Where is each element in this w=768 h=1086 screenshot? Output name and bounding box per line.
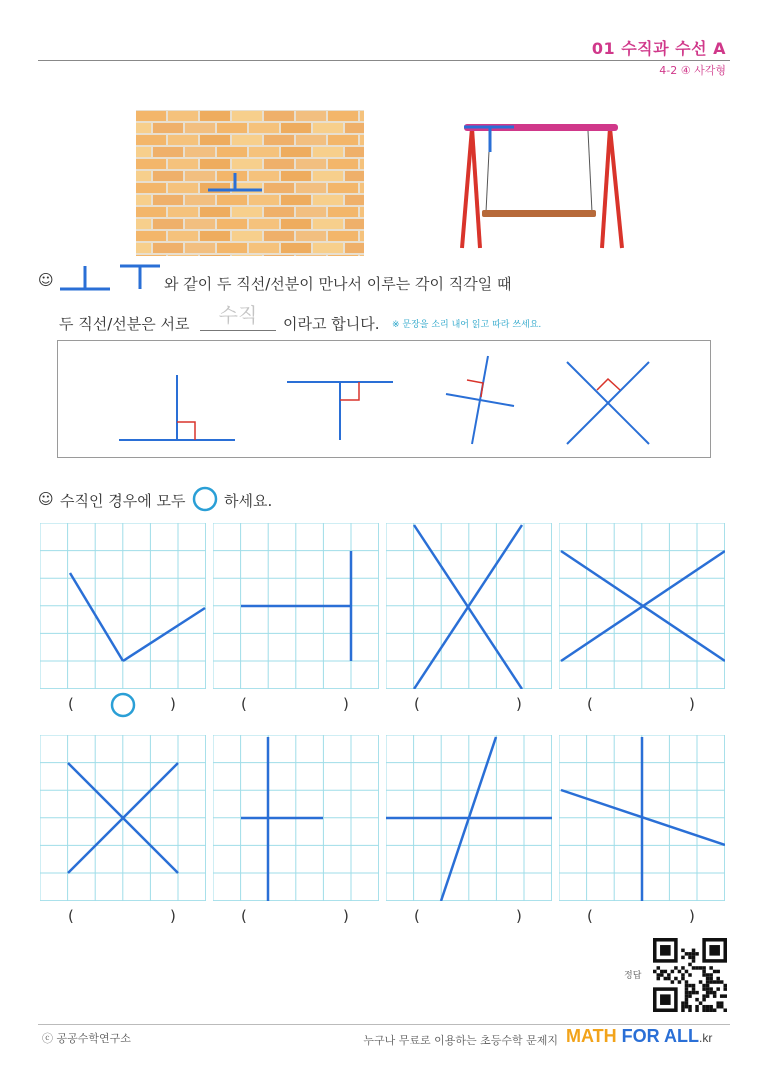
answer-slot-3[interactable] [452,691,486,719]
answer-paren-close: ) [516,907,522,925]
answer-slot-4[interactable] [625,691,659,719]
brand-part-2: FOR ALL [621,1026,699,1046]
footer-divider [38,1024,730,1025]
answer-blank[interactable] [200,302,276,331]
task-text-1: 수직인 경우에 모두 [60,492,186,510]
worksheet-unit: 4-2 ④ 사각형 [659,64,726,77]
brand-ext: .kr [698,1031,713,1045]
swing-illustration [458,116,628,254]
answer-paren-open: ( [414,695,420,713]
answer-slot-6[interactable] [279,903,313,931]
brick-wall-illustration [136,110,364,256]
definition-text-1: 와 같이 두 직선/선분이 만나서 이루는 각이 직각일 때 [164,275,512,293]
example-3 [446,356,514,444]
example-2 [287,382,393,440]
problem-grid-4 [559,523,725,689]
answer-slot-5[interactable] [106,903,140,931]
answer-slot-8[interactable] [625,903,659,931]
answer-paren-open: ( [241,695,247,713]
brand-logo [566,1026,712,1047]
grid-1-line-1 [70,573,123,661]
answer-paren-open: ( [241,907,247,925]
problem-grid-2 [213,523,379,689]
answer-slot-1[interactable] [106,691,140,719]
footer-copyright: ⓒ 공공수학연구소 [42,1032,131,1045]
answer-key-label: 정답 [624,971,642,981]
answer-paren-close: ) [170,907,176,925]
perpendicular-examples [57,340,711,458]
task-text-2: 하세요. [224,492,273,510]
bullet-smiley-2: ☺ [38,490,54,508]
worksheet-title: 01 수직과 수선 A [591,39,726,58]
bullet-smiley: ☺ [38,271,54,289]
traced-answer: 수직 [218,303,258,327]
answer-slot-7[interactable] [452,903,486,931]
answer-paren-close: ) [689,695,695,713]
answer-paren-close: ) [343,695,349,713]
answer-slot-2[interactable] [279,691,313,719]
footer-tagline: 누구나 무료로 이용하는 초등수학 문제지 [363,1034,558,1047]
problem-grid-1 [40,523,206,689]
problem-grid-3 [386,523,552,689]
answer-paren-close: ) [689,907,695,925]
example-4 [567,362,649,444]
circle-mark-icon [192,486,218,512]
answer-paren-close: ) [343,907,349,925]
reading-note: ※ 문장을 소리 내어 읽고 따라 쓰세요. [392,320,542,330]
problem-grid-6 [213,735,379,901]
perpendicular-symbol-icons [58,262,162,292]
answer-paren-close: ) [516,695,522,713]
circle-mark-icon [106,691,140,719]
header-divider [38,60,730,61]
answer-paren-open: ( [587,695,593,713]
problem-grid-7 [386,735,552,901]
answer-paren-open: ( [414,907,420,925]
definition-text-3: 이라고 합니다. [283,315,380,333]
grid-1-line-2 [123,608,205,661]
answer-paren-open: ( [68,907,74,925]
brand-part-1: MATH [566,1026,622,1046]
definition-text-2: 두 직선/선분은 서로 [59,315,190,333]
example-1 [119,375,235,440]
answer-paren-open: ( [587,907,593,925]
answer-paren-open: ( [68,695,74,713]
problem-grid-8 [559,735,725,901]
problem-grid-5 [40,735,206,901]
answer-qr-code-icon[interactable] [653,938,727,1012]
answer-paren-close: ) [170,695,176,713]
